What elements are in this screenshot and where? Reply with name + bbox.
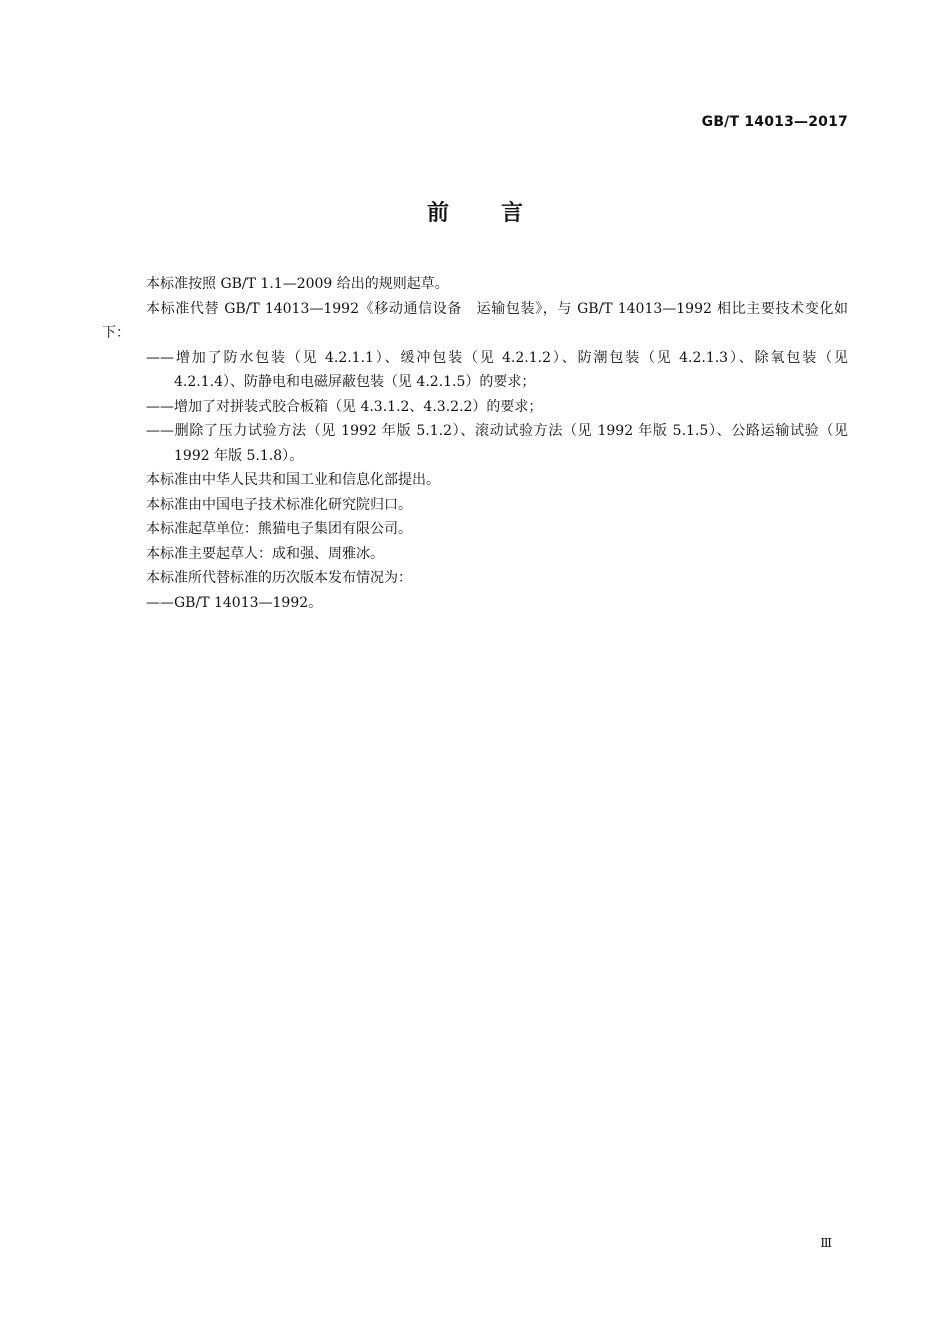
- list-item-previous-version: ——GB/T 14013—1992。: [146, 594, 323, 611]
- paragraph-drafters: 本标准主要起草人：成和强、周雅冰。: [146, 545, 384, 562]
- paragraph-drafting-rules: 本标准按照 GB/T 1.1—2009 给出的规则起草。: [146, 276, 449, 292]
- paragraph-proposer: 本标准由中华人民共和国工业和信息化部提出。: [146, 472, 440, 488]
- list-item-change-2: ——增加了对拼装式胶合板箱（见 4.3.1.2、4.3.2.2）的要求；: [146, 398, 543, 415]
- title-part-2: 言: [501, 201, 524, 226]
- page-title: [0, 196, 950, 227]
- paragraph-administrator: 本标准由中国电子技术标准化研究院归口。: [146, 496, 412, 513]
- list-item-change-3: ——删除了压力试验方法（见 1992 年版 5.1.2）、滚动试验方法（见 1992 年版 5.1.5）、公路运输试验（见 1992 年版 5.1.8）。: [146, 423, 848, 464]
- paragraph-version-history: 本标准所代替标准的历次版本发布情况为：: [146, 570, 412, 586]
- foreword-body: [102, 272, 848, 615]
- standard-code: GB/T 14013—2017: [701, 114, 848, 130]
- page-number: Ⅲ: [820, 1236, 832, 1250]
- list-item-change-1: ——增加了防水包装（见 4.2.1.1）、缓冲包装（见 4.2.1.2）、防潮包装（见 4.2.1.3）、除氧包装（见 4.2.1.4）、防静电和电磁屏蔽包装（见 4.2.1.5）的要求；: [146, 349, 848, 390]
- title-part-1: 前: [426, 201, 449, 226]
- paragraph-replacement: 本标准代替 GB/T 14013—1992《移动通信设备 运输包装》，与 GB/T 14013—1992 相比主要技术变化如下：: [102, 300, 848, 341]
- paragraph-drafting-unit: 本标准起草单位：熊猫电子集团有限公司。: [146, 521, 412, 537]
